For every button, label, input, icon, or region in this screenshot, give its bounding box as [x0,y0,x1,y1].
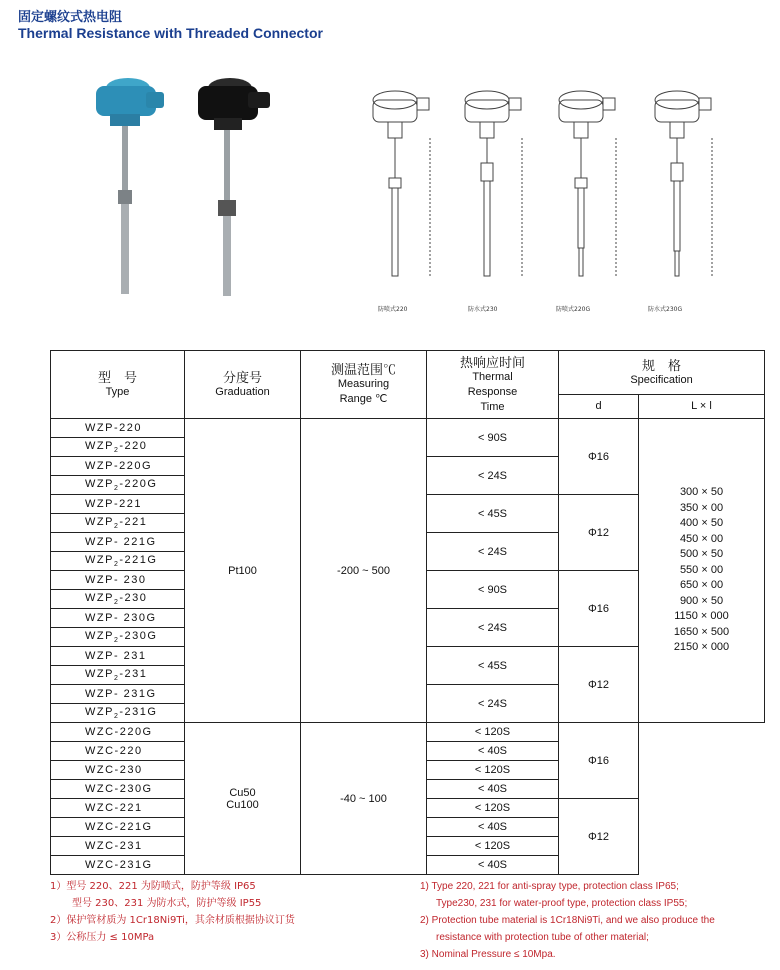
subscript: 2 [113,713,120,721]
note-cn-1b: 型号 230、231 为防水式，防护等级 IP55 [72,898,262,909]
response-time: < 40S [427,818,559,837]
response-time: < 45S [427,495,559,533]
type-cell: $WZP_2-230G$ [51,628,185,647]
subscript: 2 [113,637,120,645]
diameter: Φ12 [559,647,639,723]
header-response: 热响应时间 Thermal Response Time [427,351,559,419]
blue-sensor-photo [90,70,180,300]
header-lxl: L × l [639,395,765,419]
diameter: Φ16 [559,419,639,495]
response-time: < 24S [427,685,559,723]
technical-drawings [360,78,715,318]
type-cell: $WZP_2-220$ [51,438,185,457]
response-time: < 90S [427,571,559,609]
type-cell: WZP- 230G [51,609,185,628]
length-item: 2150 × 000 [673,641,730,654]
subscript: 2 [113,447,120,455]
type-cell: WZC-221 [51,799,185,818]
note-cn-2: 2）保护管材质为 1Cr18Ni9Ti，其余材质根据协议订货 [50,915,295,926]
spec-table [50,350,765,875]
table-row [51,723,765,742]
header-type: 型 号 Type [51,351,185,419]
subscript: 2 [113,485,120,493]
response-time: < 45S [427,647,559,685]
diameter: Φ16 [559,723,639,799]
length-item: 550 × 00 [679,563,724,576]
length-item: 1150 × 000 [674,610,729,623]
table-row [51,419,765,438]
graduation-cu [185,723,301,875]
type-cell: WZP-221 [51,495,185,514]
type-cell: WZP-220G [51,457,185,476]
type-cell: WZC-230 [51,761,185,780]
graduation-cu50: Cu50 [229,786,256,799]
note-en-3: 3) Nominal Pressure ≤ 10Mpa. [420,949,556,960]
diameter: Φ12 [559,495,639,571]
graduation-pt100: Pt100 [185,419,301,723]
header-specification: 规 格 Specification [559,351,765,395]
header-range: 测温范围℃ Measuring Range ℃ [301,351,427,419]
type-cell: $WZP_2-220G$ [51,476,185,495]
response-time: < 90S [427,419,559,457]
drawing-label-1: 防喷式220 [378,306,408,313]
graduation-cu100: Cu100 [226,798,259,811]
type-cell: $WZP_2-221G$ [51,552,185,571]
response-time: < 24S [427,533,559,571]
length-item: 400 × 50 [679,517,724,530]
range-pt100: -200 ~ 500 [301,419,427,723]
diameter: Φ12 [559,799,639,875]
length-item: 350 × 00 [679,501,724,514]
note-en-2: 2) Protection tube material is 1Cr18Ni9Ti, and we also produce the [420,915,715,926]
length-list [639,419,765,723]
subscript: 2 [113,675,120,683]
response-time: < 24S [427,457,559,495]
diameter: Φ16 [559,571,639,647]
length-item: 500 × 50 [679,548,724,561]
response-time: < 24S [427,609,559,647]
response-time: < 40S [427,742,559,761]
type-cell: WZP- 231G [51,685,185,704]
length-item: 650 × 00 [679,579,724,592]
title-en: Thermal Resistance with Threaded Connector [18,25,323,41]
subscript: 2 [113,561,120,569]
note-cn-1: 1）型号 220、221 为防喷式，防护等级 IP65 [50,881,256,892]
response-time: < 40S [427,856,559,875]
type-cell: $WZP_2-221$ [51,514,185,533]
response-time: < 120S [427,837,559,856]
response-time: < 120S [427,723,559,742]
length-item: 450 × 00 [679,532,724,545]
type-cell: $WZP_2-230$ [51,590,185,609]
header-graduation: 分度号 Graduation [185,351,301,419]
length-item: 1650 × 500 [673,625,730,638]
type-cell: WZC-230G [51,780,185,799]
subscript: 2 [113,523,120,531]
length-item: 300 × 50 [679,486,724,499]
notes-en [420,878,715,963]
type-cell: WZP- 221G [51,533,185,552]
length-item: 900 × 50 [679,594,724,607]
type-cell: WZC-231G [51,856,185,875]
type-cell: WZP- 230 [51,571,185,590]
note-en-1: 1) Type 220, 221 for anti-spray type, protection class IP65; [420,881,679,892]
black-sensor-photo [190,70,280,300]
note-en-1b: Type230, 231 for water-proof type, protection class IP55; [436,898,688,909]
type-cell: WZP- 231 [51,647,185,666]
subscript: 2 [113,599,120,607]
drawing-label-3: 防喷式220G [556,306,591,313]
type-cell: $WZP_2-231G$ [51,704,185,723]
drawing-label-2: 防水式230 [468,306,498,313]
type-cell: WZP-220 [51,419,185,438]
type-cell: WZC-231 [51,837,185,856]
response-time: < 40S [427,780,559,799]
type-cell: WZC-221G [51,818,185,837]
type-cell: WZC-220 [51,742,185,761]
note-en-2b: resistance with protection tube of other material; [436,932,649,943]
type-cell: WZC-220G [51,723,185,742]
drawing-label-4: 防水式230G [648,306,683,313]
notes-cn [50,878,295,946]
type-cell: $WZP_2-231$ [51,666,185,685]
header-d: d [559,395,639,419]
response-time: < 120S [427,799,559,818]
response-time: < 120S [427,761,559,780]
note-cn-3: 3）公称压力 ≤ 10MPa [50,932,155,943]
title-cn: 固定螺纹式热电阻 [18,10,123,25]
range-cu: -40 ~ 100 [301,723,427,875]
